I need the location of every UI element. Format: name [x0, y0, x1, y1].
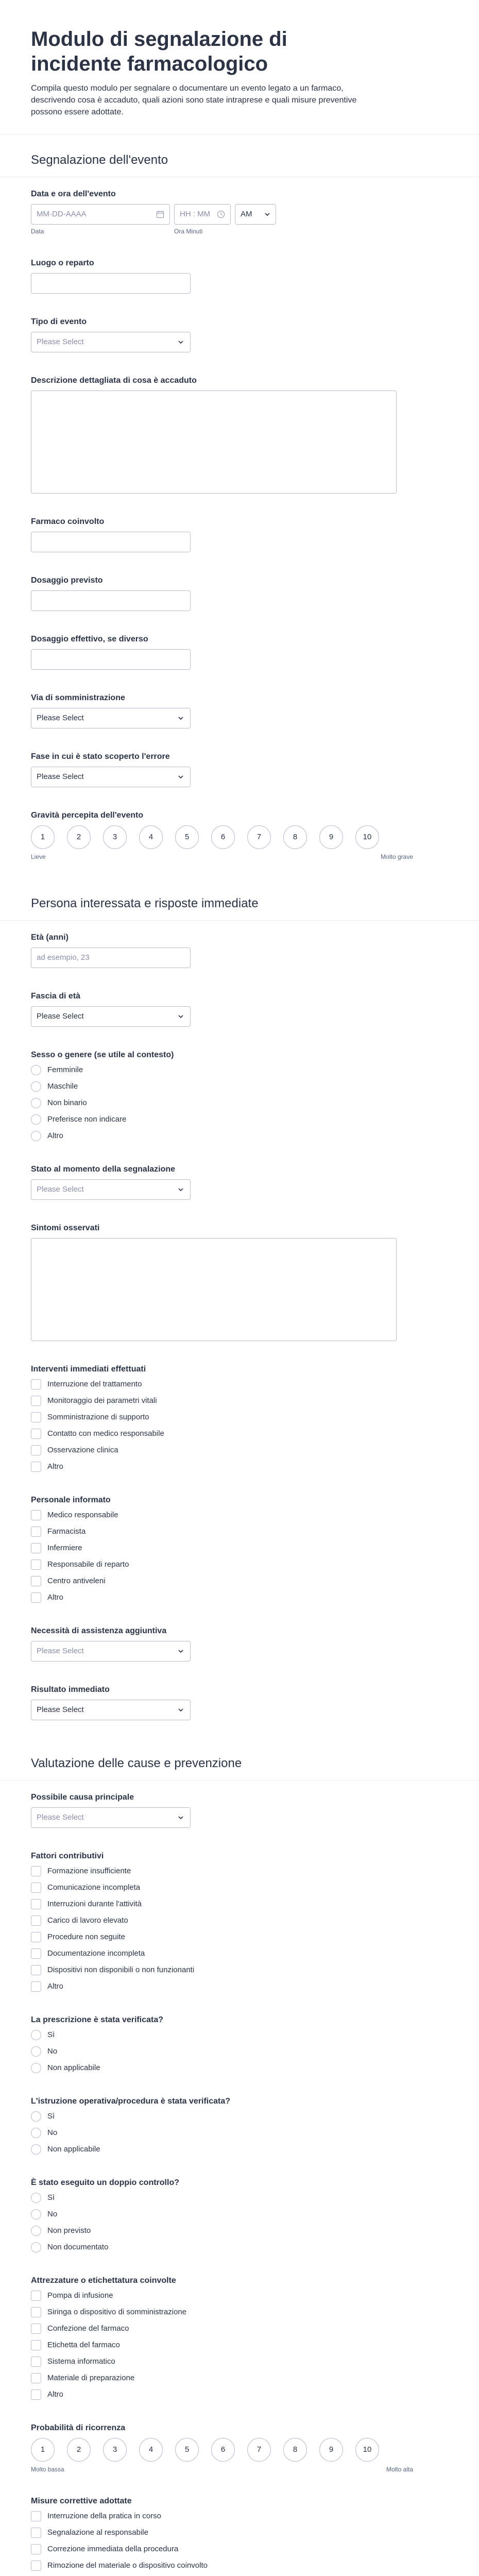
- date-sublabel: Data: [31, 227, 44, 235]
- checkbox-option[interactable]: [31, 2511, 448, 2521]
- chevron-down-icon: [178, 1648, 184, 1654]
- chevron-down-icon: [178, 1187, 184, 1193]
- checkbox-option[interactable]: [31, 2528, 448, 2538]
- scale-option[interactable]: 2: [67, 825, 91, 849]
- field-label: Dosaggio previsto: [31, 575, 103, 585]
- select-value: Please Select: [37, 1705, 84, 1715]
- field-symptoms: [0, 1217, 479, 1347]
- scale-option[interactable]: 1: [31, 825, 55, 849]
- corrective-checkbox-group: [31, 2511, 448, 2576]
- date-input[interactable]: [31, 204, 170, 225]
- calendar-icon[interactable]: [156, 210, 164, 218]
- checkbox-option[interactable]: [31, 1543, 448, 1553]
- double-check-radio-group: [31, 2193, 448, 2252]
- option-label: Non binario: [47, 1098, 87, 1108]
- option-label: Medico responsabile: [47, 1511, 118, 1520]
- field-label: Interventi immediati effettuati: [31, 1364, 146, 1374]
- radio-button[interactable]: [31, 2144, 41, 2155]
- phase-select[interactable]: [31, 767, 191, 787]
- option-label: Interruzione della pratica in corso: [47, 2512, 161, 2521]
- procedure-radio-group: [31, 2111, 448, 2155]
- checkbox[interactable]: [31, 2324, 41, 2334]
- option-label: Interruzioni durante l'attività: [47, 1900, 142, 1909]
- field-dose-planned: [0, 570, 479, 617]
- checkbox[interactable]: [31, 1981, 41, 1992]
- field-age-group: [0, 986, 479, 1033]
- option-label: Rimozione del materiale o dispositivo coinvolto: [47, 2561, 208, 2570]
- radio-option[interactable]: [31, 2046, 448, 2057]
- field-double-check: [0, 2172, 479, 2259]
- scale-option[interactable]: 6: [211, 825, 235, 849]
- age-input[interactable]: [31, 947, 191, 968]
- field-interventions: [0, 1359, 479, 1478]
- option-label: Non documentato: [47, 2243, 109, 2252]
- time-sublabel: Ora Minuti: [174, 227, 203, 235]
- checkbox[interactable]: [31, 2373, 41, 2383]
- scale-option[interactable]: 7: [247, 2438, 271, 2462]
- checkbox[interactable]: [31, 2528, 41, 2538]
- option-label: Farmacista: [47, 1527, 86, 1536]
- checkbox[interactable]: [31, 2291, 41, 2301]
- section-header-event: [0, 134, 479, 177]
- checkbox[interactable]: [31, 1445, 41, 1455]
- field-label: Fascia di età: [31, 991, 81, 1001]
- cause-select[interactable]: [31, 1807, 191, 1828]
- route-select[interactable]: [31, 708, 191, 728]
- checkbox[interactable]: [31, 1412, 41, 1422]
- staff-checkbox-group: [31, 1510, 448, 1603]
- scale-option[interactable]: 3: [103, 825, 127, 849]
- field-result: [0, 1679, 479, 1726]
- radio-button[interactable]: [31, 2128, 41, 2138]
- option-label: Sì: [47, 2193, 55, 2202]
- field-procedure-verified: [0, 2091, 479, 2161]
- field-label: Personale informato: [31, 1495, 111, 1504]
- field-label: Attrezzature o etichettatura coinvolte: [31, 2276, 176, 2285]
- scale-option[interactable]: 10: [355, 825, 379, 849]
- field-label: L'istruzione operativa/procedura è stata verificata?: [31, 2096, 231, 2106]
- field-assistance: [0, 1620, 479, 1668]
- checkbox-option[interactable]: [31, 1412, 448, 1422]
- checkbox[interactable]: [31, 1560, 41, 1570]
- checkbox-option[interactable]: [31, 1527, 448, 1537]
- field-label: Sintomi osservati: [31, 1223, 100, 1232]
- radio-button[interactable]: [31, 2242, 41, 2252]
- field-description: [0, 370, 479, 500]
- radio-option[interactable]: [31, 1081, 448, 1092]
- field-label: Descrizione dettagliata di cosa è accaduto: [31, 376, 197, 385]
- form-subtitle: Compila questo modulo per segnalare o documentare un evento legato a un farmaco, descrivendo cosa è accaduto, quali azioni sono state intraprese e quali misure preventive possono essere adottate.: [31, 84, 357, 117]
- radio-button[interactable]: [31, 1114, 41, 1125]
- scale-option[interactable]: 10: [355, 2438, 379, 2462]
- field-factors: [0, 1845, 479, 1998]
- age-group-select[interactable]: [31, 1006, 191, 1027]
- field-label: Farmaco coinvolto: [31, 517, 105, 526]
- select-value: Please Select: [37, 714, 84, 723]
- checkbox-option[interactable]: [31, 1429, 448, 1439]
- clock-icon: [217, 210, 225, 218]
- field-status: [0, 1159, 479, 1206]
- radio-option[interactable]: [31, 2144, 448, 2155]
- scale-option[interactable]: 1: [31, 2438, 55, 2462]
- field-location: [0, 252, 479, 300]
- checkbox-option[interactable]: [31, 1965, 448, 1975]
- option-label: Responsabile di reparto: [47, 1560, 129, 1569]
- checkbox[interactable]: [31, 1462, 41, 1472]
- chevron-down-icon: [264, 211, 270, 217]
- section-title: Persona interessata e risposte immediate: [31, 896, 259, 910]
- select-value: Please Select: [37, 772, 84, 782]
- checkbox-option[interactable]: [31, 2340, 448, 2350]
- field-label: Probabilità di ricorrenza: [31, 2423, 126, 2432]
- option-label: No: [47, 2128, 58, 2138]
- field-label: Data e ora dell'evento: [31, 189, 116, 198]
- checkbox[interactable]: [31, 1592, 41, 1603]
- option-label: Altro: [47, 1593, 63, 1602]
- form-header: [0, 0, 479, 134]
- checkbox-option[interactable]: [31, 2544, 448, 2554]
- radio-button[interactable]: [31, 1098, 41, 1108]
- radio-button[interactable]: [31, 1131, 41, 1141]
- option-label: Carico di lavoro elevato: [47, 1916, 128, 1925]
- field-label: Stato al momento della segnalazione: [31, 1164, 176, 1174]
- ampm-select[interactable]: [235, 204, 276, 225]
- scale-option[interactable]: 5: [175, 825, 199, 849]
- section-title: Valutazione delle cause e prevenzione: [31, 1756, 242, 1770]
- scale-option[interactable]: 9: [319, 825, 343, 849]
- scale-option[interactable]: 7: [247, 825, 271, 849]
- checkbox-option[interactable]: [31, 1916, 448, 1926]
- checkbox-option[interactable]: [31, 2389, 448, 2400]
- radio-button[interactable]: [31, 2063, 41, 2073]
- drug-input[interactable]: [31, 532, 191, 552]
- scale-option[interactable]: 6: [211, 2438, 235, 2462]
- checkbox-option[interactable]: [31, 1899, 448, 1909]
- option-label: Non applicabile: [47, 2063, 100, 2073]
- field-label: La prescrizione è stata verificata?: [31, 2015, 163, 2024]
- scale-option[interactable]: 9: [319, 2438, 343, 2462]
- field-label: Luogo o reparto: [31, 258, 94, 267]
- status-select[interactable]: [31, 1179, 191, 1200]
- field-label: Età (anni): [31, 933, 69, 942]
- time-placeholder: HH : MM: [180, 210, 211, 219]
- checkbox[interactable]: [31, 1948, 41, 1959]
- scale-option[interactable]: 2: [67, 2438, 91, 2462]
- option-label: Comunicazione incompleta: [47, 1883, 141, 1892]
- checkbox[interactable]: [31, 1429, 41, 1439]
- checkbox[interactable]: [31, 1510, 41, 1520]
- checkbox[interactable]: [31, 1965, 41, 1975]
- checkbox[interactable]: [31, 1543, 41, 1553]
- scale-option[interactable]: 4: [139, 2438, 163, 2462]
- option-label: Sì: [47, 2112, 55, 2121]
- field-staff: [0, 1489, 479, 1609]
- checkbox[interactable]: [31, 1396, 41, 1406]
- radio-button[interactable]: [31, 2226, 41, 2236]
- radio-button[interactable]: [31, 2193, 41, 2203]
- checkbox[interactable]: [31, 1866, 41, 1876]
- checkbox[interactable]: [31, 1379, 41, 1389]
- option-label: Procedure non seguite: [47, 1933, 125, 1942]
- recurrence-scale: [31, 2438, 448, 2462]
- checkbox[interactable]: [31, 2389, 41, 2400]
- checkbox[interactable]: [31, 2544, 41, 2554]
- radio-button[interactable]: [31, 2209, 41, 2219]
- field-datetime: [0, 183, 479, 241]
- checkbox-option[interactable]: [31, 1510, 448, 1520]
- option-label: Preferisce non indicare: [47, 1115, 127, 1124]
- checkbox-option[interactable]: [31, 1445, 448, 1455]
- radio-button[interactable]: [31, 2046, 41, 2057]
- checkbox-option[interactable]: [31, 2561, 448, 2571]
- sex-radio-group: [31, 1065, 448, 1141]
- ampm-value: AM: [241, 210, 252, 219]
- field-route: [0, 687, 479, 735]
- field-label: Gravità percepita dell'evento: [31, 810, 144, 820]
- option-label: Contatto con medico responsabile: [47, 1429, 164, 1438]
- chevron-down-icon: [178, 339, 184, 345]
- checkbox-option[interactable]: [31, 1948, 448, 1959]
- checkbox[interactable]: [31, 1576, 41, 1586]
- radio-button[interactable]: [31, 2111, 41, 2122]
- option-label: Altro: [47, 1462, 63, 1471]
- option-label: Sistema informatico: [47, 2357, 115, 2366]
- radio-option[interactable]: [31, 2193, 448, 2203]
- checkbox-option[interactable]: [31, 1379, 448, 1389]
- scale-option[interactable]: 8: [283, 2438, 307, 2462]
- checkbox[interactable]: [31, 2307, 41, 2317]
- time-input[interactable]: [174, 204, 231, 225]
- description-textarea[interactable]: [31, 391, 397, 494]
- option-label: Documentazione incompleta: [47, 1949, 145, 1958]
- radio-button[interactable]: [31, 2030, 41, 2040]
- select-value: Please Select: [37, 1185, 84, 1194]
- select-value: Please Select: [37, 1012, 84, 1021]
- radio-option[interactable]: [31, 2111, 448, 2122]
- field-label: È stato eseguito un doppio controllo?: [31, 2178, 179, 2187]
- field-label: Tipo di evento: [31, 317, 87, 326]
- radio-option[interactable]: [31, 2063, 448, 2073]
- chevron-down-icon: [178, 715, 184, 721]
- option-label: Non previsto: [47, 2226, 91, 2235]
- dose-actual-input[interactable]: [31, 649, 191, 670]
- field-drug: [0, 511, 479, 558]
- radio-option[interactable]: [31, 1114, 448, 1125]
- chevron-down-icon: [178, 774, 184, 780]
- checkbox-option[interactable]: [31, 1883, 448, 1893]
- interventions-checkbox-group: [31, 1379, 448, 1472]
- checkbox-option[interactable]: [31, 1396, 448, 1406]
- field-label: Necessità di assistenza aggiuntiva: [31, 1626, 167, 1635]
- chevron-down-icon: [178, 1013, 184, 1020]
- radio-option[interactable]: [31, 1065, 448, 1075]
- option-label: Altro: [47, 2390, 63, 2399]
- symptoms-textarea[interactable]: [31, 1238, 397, 1341]
- field-rx-verified: [0, 2009, 479, 2079]
- equipment-checkbox-group: [31, 2291, 448, 2400]
- option-label: Siringa o dispositivo di somministrazione: [47, 2308, 187, 2317]
- scale-min-label: Molto bassa: [31, 2465, 64, 2473]
- field-label: Fase in cui è stato scoperto l'errore: [31, 752, 170, 761]
- section-header-person: [0, 878, 479, 921]
- checkbox[interactable]: [31, 2511, 41, 2521]
- option-label: No: [47, 2210, 58, 2219]
- factors-checkbox-group: [31, 1866, 448, 1992]
- field-event-type: [0, 311, 479, 359]
- location-input[interactable]: [31, 273, 191, 294]
- section-title: Segnalazione dell'evento: [31, 152, 168, 167]
- result-select[interactable]: [31, 1700, 191, 1720]
- radio-option[interactable]: [31, 1131, 448, 1141]
- scale-max-label: Molto alta: [386, 2465, 413, 2473]
- field-label: Fattori contributivi: [31, 1851, 104, 1860]
- option-label: Correzione immediata della procedura: [47, 2545, 179, 2554]
- checkbox-option[interactable]: [31, 2373, 448, 2383]
- checkbox[interactable]: [31, 1932, 41, 1942]
- field-corrective: [0, 2490, 479, 2576]
- scale-option[interactable]: 8: [283, 825, 307, 849]
- radio-option[interactable]: [31, 2242, 448, 2252]
- field-label: Misure correttive adottate: [31, 2496, 132, 2505]
- checkbox-option[interactable]: [31, 1866, 448, 1876]
- select-value: Please Select: [37, 337, 84, 347]
- option-label: Non applicabile: [47, 2145, 100, 2154]
- chevron-down-icon: [178, 1707, 184, 1713]
- chevron-down-icon: [178, 1815, 184, 1821]
- event-type-select[interactable]: [31, 332, 191, 352]
- option-label: Etichetta del farmaco: [47, 2341, 120, 2350]
- option-label: Formazione insufficiente: [47, 1867, 131, 1876]
- checkbox-option[interactable]: [31, 1560, 448, 1570]
- scale-option[interactable]: 4: [139, 825, 163, 849]
- field-label: Possibile causa principale: [31, 1792, 134, 1802]
- checkbox[interactable]: [31, 1883, 41, 1893]
- checkbox-option[interactable]: [31, 1592, 448, 1603]
- section-header-causes: [0, 1738, 479, 1781]
- field-dose-actual: [0, 629, 479, 676]
- select-value: Please Select: [37, 1813, 84, 1822]
- radio-option[interactable]: [31, 2226, 448, 2236]
- option-label: Materiale di preparazione: [47, 2374, 135, 2383]
- date-placeholder: MM-DD-AAAA: [37, 210, 87, 219]
- option-label: Femminile: [47, 1065, 83, 1075]
- field-sex: [0, 1044, 479, 1147]
- radio-button[interactable]: [31, 1081, 41, 1092]
- field-cause: [0, 1787, 479, 1834]
- option-label: Interruzione del trattamento: [47, 1380, 142, 1389]
- scale-option[interactable]: 5: [175, 2438, 199, 2462]
- checkbox-option[interactable]: [31, 2324, 448, 2334]
- checkbox[interactable]: [31, 2357, 41, 2367]
- assistance-select[interactable]: [31, 1641, 191, 1662]
- rx-radio-group: [31, 2030, 448, 2073]
- checkbox-option[interactable]: [31, 1981, 448, 1992]
- field-equipment: [0, 2270, 479, 2406]
- form-title: Modulo di segnalazione di incidente farmacologico: [31, 28, 287, 75]
- option-label: Monitoraggio dei parametri vitali: [47, 1396, 157, 1405]
- option-label: Somministrazione di supporto: [47, 1413, 149, 1422]
- option-label: Sì: [47, 2030, 55, 2040]
- select-value: Please Select: [37, 1647, 84, 1656]
- option-label: Altro: [47, 1982, 63, 1991]
- radio-option[interactable]: [31, 1098, 448, 1108]
- option-label: Pompa di infusione: [47, 2291, 113, 2300]
- option-label: Dispositivi non disponibili o non funzionanti: [47, 1965, 195, 1975]
- severity-scale: [31, 825, 448, 849]
- scale-option[interactable]: 3: [103, 2438, 127, 2462]
- option-label: Altro: [47, 1131, 63, 1141]
- checkbox[interactable]: [31, 1916, 41, 1926]
- radio-option[interactable]: [31, 2209, 448, 2219]
- option-label: Maschile: [47, 1082, 78, 1091]
- option-label: Infermiere: [47, 1544, 82, 1553]
- option-label: Centro antiveleni: [47, 1577, 106, 1586]
- radio-option[interactable]: [31, 2128, 448, 2138]
- field-severity: [0, 805, 479, 867]
- field-age: [0, 927, 479, 974]
- checkbox[interactable]: [31, 1899, 41, 1909]
- scale-min-label: Lieve: [31, 853, 46, 860]
- checkbox-option[interactable]: [31, 2307, 448, 2317]
- field-phase: [0, 746, 479, 793]
- option-label: Confezione del farmaco: [47, 2324, 129, 2333]
- checkbox-option[interactable]: [31, 1462, 448, 1472]
- checkbox[interactable]: [31, 2340, 41, 2350]
- checkbox-option[interactable]: [31, 2291, 448, 2301]
- field-recurrence: [0, 2417, 479, 2479]
- radio-option[interactable]: [31, 2030, 448, 2040]
- checkbox-option[interactable]: [31, 1576, 448, 1586]
- field-label: Via di somministrazione: [31, 693, 125, 702]
- option-label: No: [47, 2047, 58, 2056]
- checkbox-option[interactable]: [31, 2357, 448, 2367]
- dose-planned-input[interactable]: [31, 590, 191, 611]
- option-label: Osservazione clinica: [47, 1446, 118, 1455]
- scale-max-label: Molto grave: [381, 853, 413, 860]
- option-label: Segnalazione al responsabile: [47, 2528, 148, 2537]
- checkbox-option[interactable]: [31, 1932, 448, 1942]
- checkbox[interactable]: [31, 2561, 41, 2571]
- checkbox[interactable]: [31, 1527, 41, 1537]
- field-label: Sesso o genere (se utile al contesto): [31, 1050, 174, 1059]
- radio-button[interactable]: [31, 1065, 41, 1075]
- field-label: Dosaggio effettivo, se diverso: [31, 634, 148, 643]
- field-label: Risultato immediato: [31, 1685, 110, 1694]
